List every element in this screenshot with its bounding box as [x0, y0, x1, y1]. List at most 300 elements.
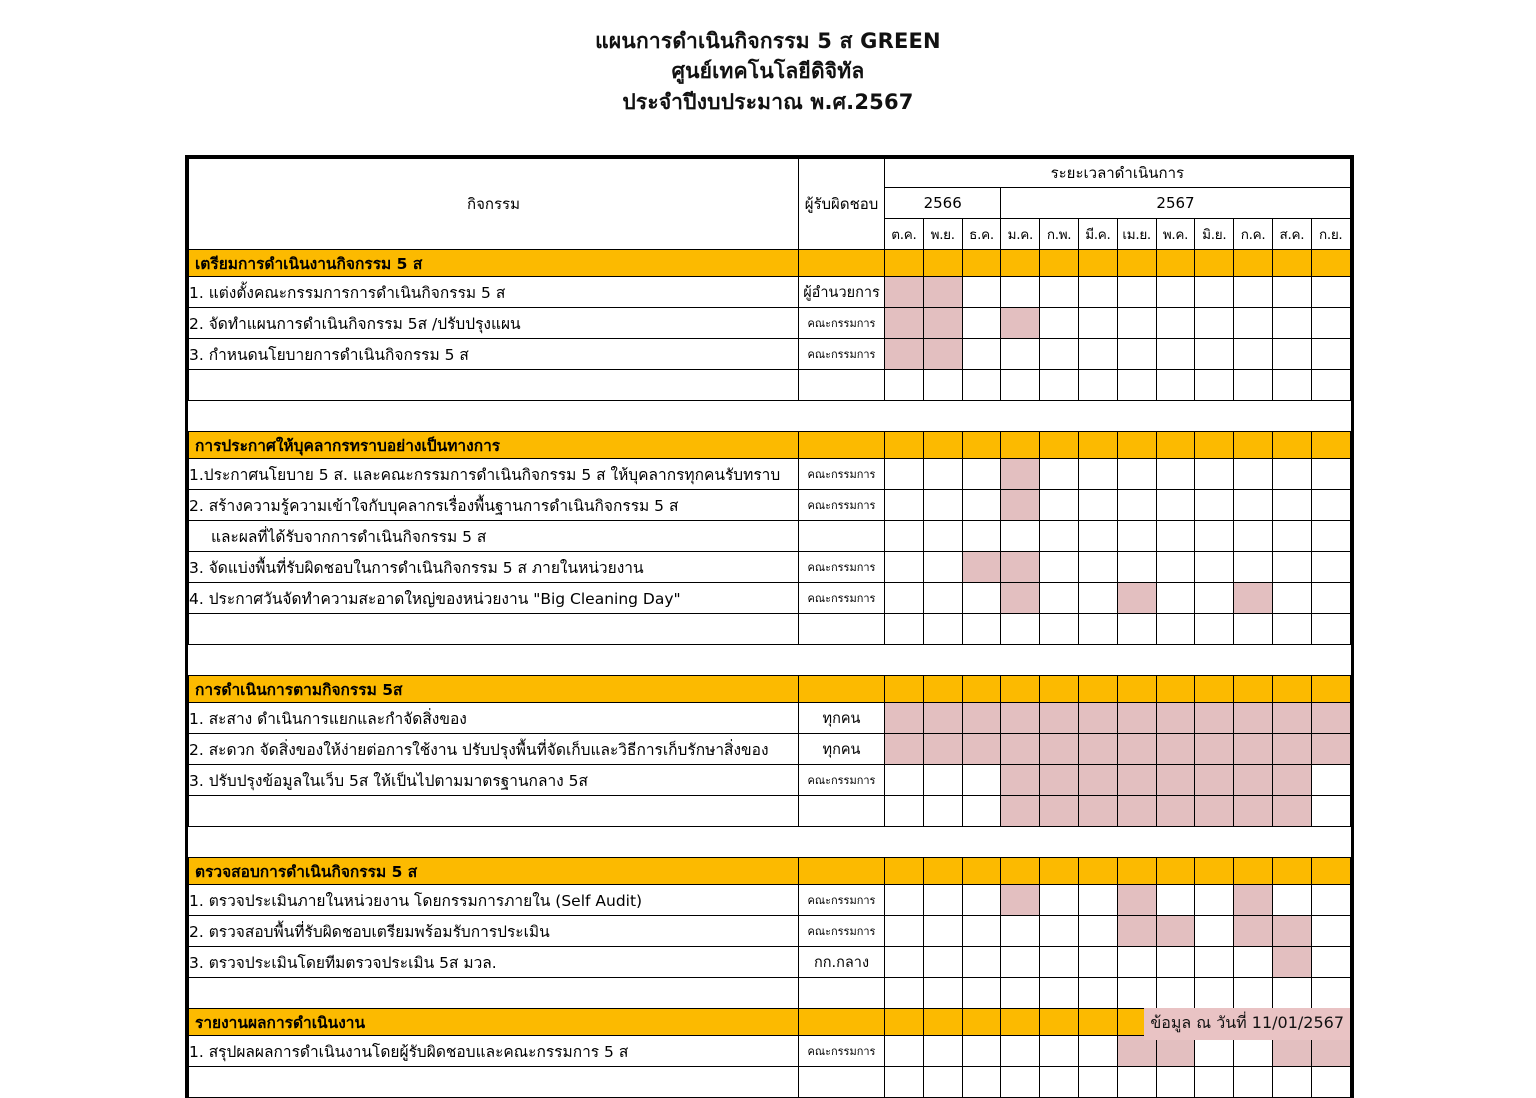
gantt-cell-empty	[962, 885, 1001, 916]
gantt-cell-empty	[1195, 885, 1234, 916]
gantt-cell-empty	[1272, 614, 1311, 645]
gantt-cell-empty	[1272, 1067, 1311, 1098]
gantt-cell-filled	[962, 734, 1001, 765]
gantt-cell-empty	[1117, 459, 1156, 490]
gantt-cell-filled	[1117, 796, 1156, 827]
gantt-cell-filled	[962, 552, 1001, 583]
gantt-cell-empty	[1078, 1067, 1117, 1098]
owner-label	[799, 614, 885, 645]
owner-label: ทุกคน	[799, 734, 885, 765]
gantt-cell-filled	[1234, 796, 1273, 827]
gantt-cell-empty	[962, 1067, 1001, 1098]
spacer-cell	[189, 401, 1351, 432]
gantt-cell-empty	[962, 858, 1001, 885]
gantt-cell-empty	[885, 1009, 924, 1036]
gantt-cell-empty	[1156, 459, 1195, 490]
gantt-cell-filled	[1040, 796, 1079, 827]
gantt-cell-empty	[1272, 978, 1311, 1009]
gantt-cell-empty	[1117, 676, 1156, 703]
gantt-cell-empty	[1040, 552, 1079, 583]
spacer-row	[189, 645, 1351, 676]
gantt-cell-filled	[885, 339, 924, 370]
owner-label: คณะกรรมการ	[799, 490, 885, 521]
gantt-cell-empty	[1195, 916, 1234, 947]
gantt-cell-empty	[1001, 277, 1040, 308]
gantt-cell-empty	[1272, 459, 1311, 490]
gantt-cell-empty	[1117, 614, 1156, 645]
gantt-cell-empty	[1156, 583, 1195, 614]
section-title: การดำเนินการตามกิจกรรม 5ส	[189, 676, 799, 703]
gantt-cell-empty	[962, 916, 1001, 947]
gantt-cell-empty	[885, 552, 924, 583]
gantt-cell-empty	[1311, 308, 1350, 339]
owner-label: คณะกรรมการ	[799, 552, 885, 583]
gantt-cell-empty	[923, 583, 962, 614]
section-title: ตรวจสอบการดำเนินกิจกรรม 5 ส	[189, 858, 799, 885]
table-row	[189, 1036, 1351, 1067]
gantt-cell-empty	[962, 583, 1001, 614]
gantt-cell-empty	[885, 676, 924, 703]
gantt-cell-empty	[1311, 947, 1350, 978]
gantt-cell-empty	[1117, 552, 1156, 583]
gantt-cell-empty	[1311, 1067, 1350, 1098]
activity-plan-table-wrapper	[188, 158, 1350, 1098]
section-title: รายงานผลการดำเนินงาน	[189, 1009, 799, 1036]
gantt-cell-empty	[923, 1009, 962, 1036]
gantt-cell-empty	[1156, 250, 1195, 277]
gantt-cell-filled	[1001, 703, 1040, 734]
gantt-cell-empty	[885, 521, 924, 552]
gantt-cell-filled	[1117, 703, 1156, 734]
header-month-5: ก.พ.	[1040, 219, 1079, 250]
gantt-cell-empty	[1272, 490, 1311, 521]
gantt-cell-empty	[1234, 339, 1273, 370]
gantt-cell-empty	[1117, 339, 1156, 370]
gantt-cell-empty	[923, 1067, 962, 1098]
gantt-cell-empty	[962, 947, 1001, 978]
gantt-cell-empty	[923, 370, 962, 401]
gantt-cell-filled	[885, 734, 924, 765]
gantt-cell-filled	[1001, 308, 1040, 339]
gantt-cell-empty	[962, 676, 1001, 703]
gantt-cell-empty	[1040, 308, 1079, 339]
gantt-cell-filled	[1234, 885, 1273, 916]
gantt-cell-filled	[1001, 765, 1040, 796]
gantt-cell-empty	[1234, 370, 1273, 401]
gantt-cell-empty	[1195, 432, 1234, 459]
activity-label: 1. สะสาง ดำเนินการแยกและกำจัดสิ่งของ	[189, 703, 799, 734]
gantt-cell-empty	[1234, 947, 1273, 978]
gantt-cell-empty	[1195, 490, 1234, 521]
gantt-cell-empty	[1078, 459, 1117, 490]
gantt-cell-empty	[1040, 459, 1079, 490]
gantt-cell-filled	[1272, 734, 1311, 765]
owner-label	[799, 676, 885, 703]
gantt-cell-empty	[1272, 858, 1311, 885]
gantt-cell-empty	[1311, 432, 1350, 459]
header-month-3: ธ.ค.	[962, 219, 1001, 250]
gantt-cell-empty	[1078, 490, 1117, 521]
gantt-cell-empty	[1195, 1036, 1234, 1067]
gantt-cell-empty	[1117, 978, 1156, 1009]
gantt-cell-empty	[962, 250, 1001, 277]
gantt-cell-empty	[1117, 521, 1156, 552]
gantt-cell-empty	[962, 796, 1001, 827]
gantt-cell-filled	[1040, 734, 1079, 765]
gantt-cell-empty	[1234, 978, 1273, 1009]
gantt-cell-empty	[1001, 1036, 1040, 1067]
gantt-cell-empty	[923, 614, 962, 645]
gantt-cell-filled	[1078, 734, 1117, 765]
gantt-cell-empty	[962, 339, 1001, 370]
gantt-cell-empty	[1234, 432, 1273, 459]
table-row	[189, 796, 1351, 827]
gantt-cell-filled	[1311, 703, 1350, 734]
owner-label	[799, 521, 885, 552]
gantt-cell-empty	[1156, 521, 1195, 552]
gantt-cell-empty	[1156, 339, 1195, 370]
gantt-cell-empty	[1078, 277, 1117, 308]
gantt-cell-filled	[1156, 796, 1195, 827]
owner-label: คณะกรรมการ	[799, 1036, 885, 1067]
gantt-cell-empty	[1078, 552, 1117, 583]
gantt-cell-filled	[1001, 552, 1040, 583]
document-title-block	[0, 0, 1536, 117]
gantt-cell-empty	[1195, 858, 1234, 885]
owner-label: กก.กลาง	[799, 947, 885, 978]
gantt-cell-filled	[1234, 734, 1273, 765]
table-row	[189, 459, 1351, 490]
owner-label: ผู้อำนวยการ	[799, 277, 885, 308]
spacer-cell	[189, 645, 1351, 676]
table-row	[189, 947, 1351, 978]
gantt-cell-empty	[1040, 1036, 1079, 1067]
table-row	[189, 734, 1351, 765]
gantt-cell-filled	[1311, 1036, 1350, 1067]
gantt-cell-empty	[1040, 614, 1079, 645]
table-row	[189, 1067, 1351, 1098]
gantt-cell-empty	[885, 459, 924, 490]
title-line-1: แผนการดำเนินกิจกรรม 5 ส GREEN	[595, 29, 941, 53]
gantt-cell-empty	[923, 858, 962, 885]
table-row	[189, 552, 1351, 583]
activity-label: 4. ประกาศวันจัดทำความสะอาดใหญ่ของหน่วยงาน "Big Cleaning Day"	[189, 583, 799, 614]
gantt-cell-empty	[1234, 1036, 1273, 1067]
section-title: เตรียมการดำเนินงานกิจกรรม 5 ส	[189, 250, 799, 277]
gantt-cell-empty	[1156, 614, 1195, 645]
gantt-cell-empty	[962, 370, 1001, 401]
gantt-cell-empty	[1311, 521, 1350, 552]
gantt-cell-empty	[1311, 490, 1350, 521]
gantt-cell-filled	[1001, 796, 1040, 827]
gantt-cell-empty	[962, 432, 1001, 459]
gantt-cell-filled	[923, 277, 962, 308]
gantt-cell-empty	[1001, 432, 1040, 459]
gantt-cell-empty	[885, 250, 924, 277]
gantt-cell-filled	[923, 734, 962, 765]
gantt-cell-empty	[1272, 521, 1311, 552]
owner-label	[799, 370, 885, 401]
gantt-cell-filled	[1001, 734, 1040, 765]
gantt-cell-empty	[1272, 339, 1311, 370]
table-row	[189, 490, 1351, 521]
owner-label	[799, 858, 885, 885]
gantt-cell-empty	[1040, 1067, 1079, 1098]
gantt-cell-empty	[962, 765, 1001, 796]
owner-label: คณะกรรมการ	[799, 339, 885, 370]
gantt-cell-empty	[923, 978, 962, 1009]
gantt-cell-empty	[1234, 676, 1273, 703]
gantt-cell-filled	[1234, 703, 1273, 734]
gantt-cell-empty	[1311, 885, 1350, 916]
gantt-cell-empty	[1001, 614, 1040, 645]
table-head	[189, 159, 1351, 250]
gantt-cell-filled	[1272, 916, 1311, 947]
gantt-cell-empty	[1234, 1067, 1273, 1098]
gantt-cell-empty	[885, 1067, 924, 1098]
gantt-cell-empty	[1078, 250, 1117, 277]
gantt-cell-empty	[1117, 308, 1156, 339]
gantt-cell-empty	[1195, 308, 1234, 339]
gantt-cell-empty	[1272, 308, 1311, 339]
gantt-cell-empty	[1001, 250, 1040, 277]
gantt-cell-empty	[1311, 916, 1350, 947]
section-header-row	[189, 676, 1351, 703]
gantt-cell-empty	[1195, 552, 1234, 583]
gantt-cell-filled	[923, 703, 962, 734]
owner-label	[799, 432, 885, 459]
title-line-3: ประจำปีงบประมาณ พ.ศ.2567	[622, 89, 914, 114]
gantt-cell-empty	[1001, 676, 1040, 703]
activity-label	[189, 978, 799, 1009]
data-as-of-note: ข้อมูล ณ วันที่ 11/01/2567	[1144, 1008, 1350, 1040]
gantt-cell-empty	[1156, 432, 1195, 459]
gantt-cell-filled	[1001, 583, 1040, 614]
gantt-cell-empty	[1001, 858, 1040, 885]
gantt-cell-empty	[923, 432, 962, 459]
gantt-cell-filled	[1272, 947, 1311, 978]
gantt-cell-filled	[1117, 1036, 1156, 1067]
owner-label	[799, 250, 885, 277]
gantt-cell-empty	[1195, 521, 1234, 552]
gantt-cell-empty	[1156, 858, 1195, 885]
gantt-cell-empty	[1040, 1009, 1079, 1036]
gantt-cell-empty	[1234, 614, 1273, 645]
gantt-cell-empty	[1040, 521, 1079, 552]
gantt-cell-empty	[1078, 676, 1117, 703]
activity-label: 1. ตรวจประเมินภายในหน่วยงาน โดยกรรมการภายใน (Self Audit)	[189, 885, 799, 916]
gantt-cell-filled	[962, 703, 1001, 734]
owner-label	[799, 1067, 885, 1098]
gantt-cell-empty	[1311, 250, 1350, 277]
table-row	[189, 765, 1351, 796]
gantt-cell-empty	[1272, 552, 1311, 583]
gantt-cell-empty	[962, 277, 1001, 308]
gantt-cell-empty	[885, 614, 924, 645]
gantt-cell-filled	[1311, 734, 1350, 765]
gantt-cell-empty	[1156, 552, 1195, 583]
activity-label: 1. แต่งตั้งคณะกรรมการการดำเนินกิจกรรม 5 ส	[189, 277, 799, 308]
spacer-row	[189, 827, 1351, 858]
gantt-cell-empty	[923, 916, 962, 947]
header-month-7: เม.ย.	[1117, 219, 1156, 250]
gantt-cell-filled	[1117, 885, 1156, 916]
gantt-cell-empty	[1001, 916, 1040, 947]
gantt-cell-empty	[923, 796, 962, 827]
gantt-cell-empty	[1272, 277, 1311, 308]
header-month-8: พ.ค.	[1156, 219, 1195, 250]
gantt-cell-filled	[1234, 916, 1273, 947]
gantt-cell-empty	[1272, 583, 1311, 614]
table-row	[189, 339, 1351, 370]
gantt-cell-filled	[885, 308, 924, 339]
gantt-cell-empty	[1078, 308, 1117, 339]
gantt-cell-empty	[1078, 614, 1117, 645]
gantt-cell-empty	[885, 370, 924, 401]
section-header-row	[189, 250, 1351, 277]
gantt-cell-empty	[1078, 583, 1117, 614]
gantt-cell-empty	[1040, 490, 1079, 521]
gantt-cell-empty	[1234, 490, 1273, 521]
gantt-cell-filled	[1001, 885, 1040, 916]
gantt-cell-empty	[1234, 552, 1273, 583]
table-row	[189, 308, 1351, 339]
gantt-cell-empty	[1311, 277, 1350, 308]
gantt-cell-filled	[1195, 796, 1234, 827]
gantt-cell-empty	[1195, 250, 1234, 277]
gantt-cell-empty	[1040, 250, 1079, 277]
header-year-2566: 2566	[885, 188, 1001, 219]
gantt-cell-empty	[1001, 1067, 1040, 1098]
gantt-cell-empty	[1078, 947, 1117, 978]
table-row	[189, 703, 1351, 734]
header-period: ระยะเวลาดำเนินการ	[885, 159, 1351, 188]
owner-label	[799, 1009, 885, 1036]
gantt-cell-empty	[1156, 308, 1195, 339]
activity-label	[189, 370, 799, 401]
gantt-cell-filled	[1272, 796, 1311, 827]
activity-label: 3. กำหนดนโยบายการดำเนินกิจกรรม 5 ส	[189, 339, 799, 370]
gantt-cell-empty	[1040, 676, 1079, 703]
gantt-cell-filled	[923, 339, 962, 370]
gantt-cell-empty	[1117, 370, 1156, 401]
activity-label: 2. จัดทำแผนการดำเนินกิจกรรม 5ส /ปรับปรุงแผน	[189, 308, 799, 339]
gantt-cell-filled	[1195, 765, 1234, 796]
header-month-6: มี.ค.	[1078, 219, 1117, 250]
gantt-cell-empty	[1117, 947, 1156, 978]
owner-label: คณะกรรมการ	[799, 765, 885, 796]
header-month-9: มิ.ย.	[1195, 219, 1234, 250]
gantt-cell-filled	[1234, 765, 1273, 796]
gantt-cell-empty	[885, 796, 924, 827]
gantt-cell-empty	[1117, 277, 1156, 308]
gantt-cell-empty	[1078, 885, 1117, 916]
gantt-cell-empty	[1234, 459, 1273, 490]
gantt-cell-empty	[962, 521, 1001, 552]
gantt-cell-empty	[885, 432, 924, 459]
gantt-cell-empty	[1078, 339, 1117, 370]
gantt-cell-empty	[1117, 858, 1156, 885]
gantt-cell-empty	[962, 490, 1001, 521]
spacer-cell	[189, 827, 1351, 858]
gantt-cell-filled	[1272, 703, 1311, 734]
gantt-cell-empty	[885, 978, 924, 1009]
gantt-cell-empty	[1040, 978, 1079, 1009]
gantt-cell-empty	[1311, 614, 1350, 645]
activity-plan-table	[188, 158, 1351, 1098]
activity-label: 2. สร้างความรู้ความเข้าใจกับบุคลากรเรื่องพื้นฐานการดำเนินกิจกรรม 5 ส	[189, 490, 799, 521]
gantt-cell-empty	[1040, 432, 1079, 459]
gantt-cell-empty	[1040, 370, 1079, 401]
gantt-cell-empty	[1311, 339, 1350, 370]
activity-label: 3. ตรวจประเมินโดยทีมตรวจประเมิน 5ส มวล.	[189, 947, 799, 978]
table-row	[189, 916, 1351, 947]
gantt-cell-filled	[923, 308, 962, 339]
gantt-cell-empty	[1311, 676, 1350, 703]
gantt-cell-empty	[1195, 676, 1234, 703]
gantt-cell-filled	[1156, 1036, 1195, 1067]
activity-label: และผลที่ได้รับจากการดำเนินกิจกรรม 5 ส	[189, 521, 799, 552]
gantt-cell-filled	[1195, 734, 1234, 765]
gantt-cell-empty	[1078, 1009, 1117, 1036]
gantt-cell-filled	[1117, 916, 1156, 947]
gantt-cell-empty	[1311, 370, 1350, 401]
header-month-1: ต.ค.	[885, 219, 924, 250]
title-line-2: ศูนย์เทคโนโลยีดิจิทัล	[671, 59, 865, 84]
gantt-cell-empty	[1078, 858, 1117, 885]
gantt-cell-empty	[1195, 947, 1234, 978]
gantt-cell-empty	[1272, 432, 1311, 459]
gantt-cell-filled	[885, 703, 924, 734]
gantt-cell-empty	[923, 459, 962, 490]
gantt-cell-empty	[1001, 521, 1040, 552]
table-row	[189, 370, 1351, 401]
gantt-cell-empty	[1040, 277, 1079, 308]
header-month-2: พ.ย.	[923, 219, 962, 250]
gantt-cell-empty	[1272, 885, 1311, 916]
gantt-cell-empty	[1272, 676, 1311, 703]
gantt-cell-empty	[1078, 978, 1117, 1009]
gantt-cell-empty	[1311, 858, 1350, 885]
gantt-cell-empty	[1078, 521, 1117, 552]
activity-label	[189, 614, 799, 645]
table-row	[189, 885, 1351, 916]
gantt-cell-empty	[1040, 916, 1079, 947]
table-row	[189, 978, 1351, 1009]
gantt-cell-empty	[1195, 339, 1234, 370]
gantt-cell-empty	[1195, 370, 1234, 401]
gantt-cell-empty	[1311, 765, 1350, 796]
gantt-cell-filled	[1040, 765, 1079, 796]
section-header-row	[189, 432, 1351, 459]
gantt-cell-filled	[1156, 765, 1195, 796]
owner-label: คณะกรรมการ	[799, 583, 885, 614]
gantt-cell-empty	[1311, 978, 1350, 1009]
gantt-cell-filled	[1272, 1036, 1311, 1067]
activity-label: 1.ประกาศนโยบาย 5 ส. และคณะกรรมการดำเนินกิจกรรม 5 ส ให้บุคลากรทุกคนรับทราบ	[189, 459, 799, 490]
gantt-cell-filled	[1040, 703, 1079, 734]
section-title: การประกาศให้บุคลากรทราบอย่างเป็นทางการ	[189, 432, 799, 459]
gantt-cell-filled	[1001, 459, 1040, 490]
header-activity: กิจกรรม	[189, 159, 799, 250]
owner-label: คณะกรรมการ	[799, 885, 885, 916]
gantt-cell-empty	[1156, 978, 1195, 1009]
gantt-cell-empty	[1234, 250, 1273, 277]
gantt-cell-empty	[1234, 277, 1273, 308]
gantt-cell-filled	[885, 277, 924, 308]
gantt-cell-empty	[1272, 370, 1311, 401]
table-row	[189, 277, 1351, 308]
